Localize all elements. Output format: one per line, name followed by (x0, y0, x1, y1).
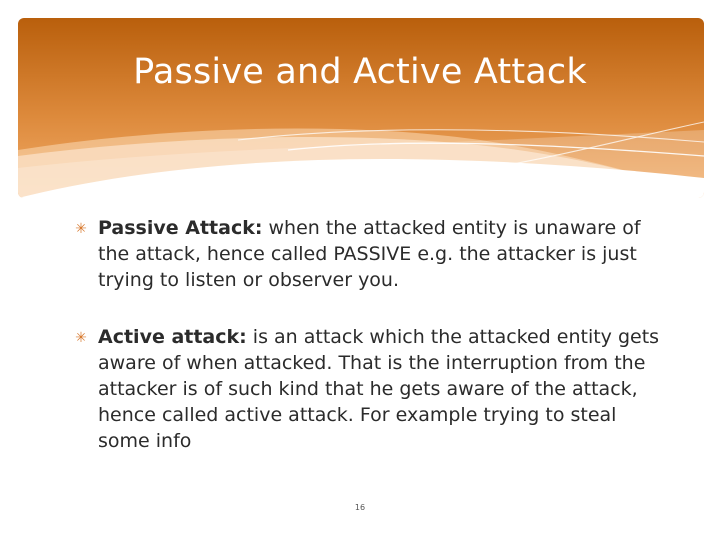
slide-title: Passive and Active Attack (133, 52, 587, 92)
bullet-active-attack (74, 324, 674, 454)
bullet-text: when the attacked entity is unaware of the attack, hence called PASSIVE e.g. the attacker is just trying to listen or observer you. (98, 217, 641, 291)
asterisk-bullet-icon: ✳ (75, 330, 87, 346)
banner-background (18, 18, 704, 198)
bullet-title: Active attack: (98, 326, 247, 348)
bullet-text: is an attack which the attacked entity gets aware of when attacked. That is the interruption from the attacker is of such kind that he gets aware of the attack, hence called active attack. For example trying to steal some info (98, 326, 660, 452)
asterisk-bullet-icon: ✳ (75, 221, 87, 237)
page-number: 16 (354, 503, 366, 512)
bullet-passive-attack (74, 215, 674, 293)
bullet-title: Passive Attack: (98, 217, 263, 239)
bullet-list (74, 215, 674, 454)
title-banner (18, 18, 704, 198)
